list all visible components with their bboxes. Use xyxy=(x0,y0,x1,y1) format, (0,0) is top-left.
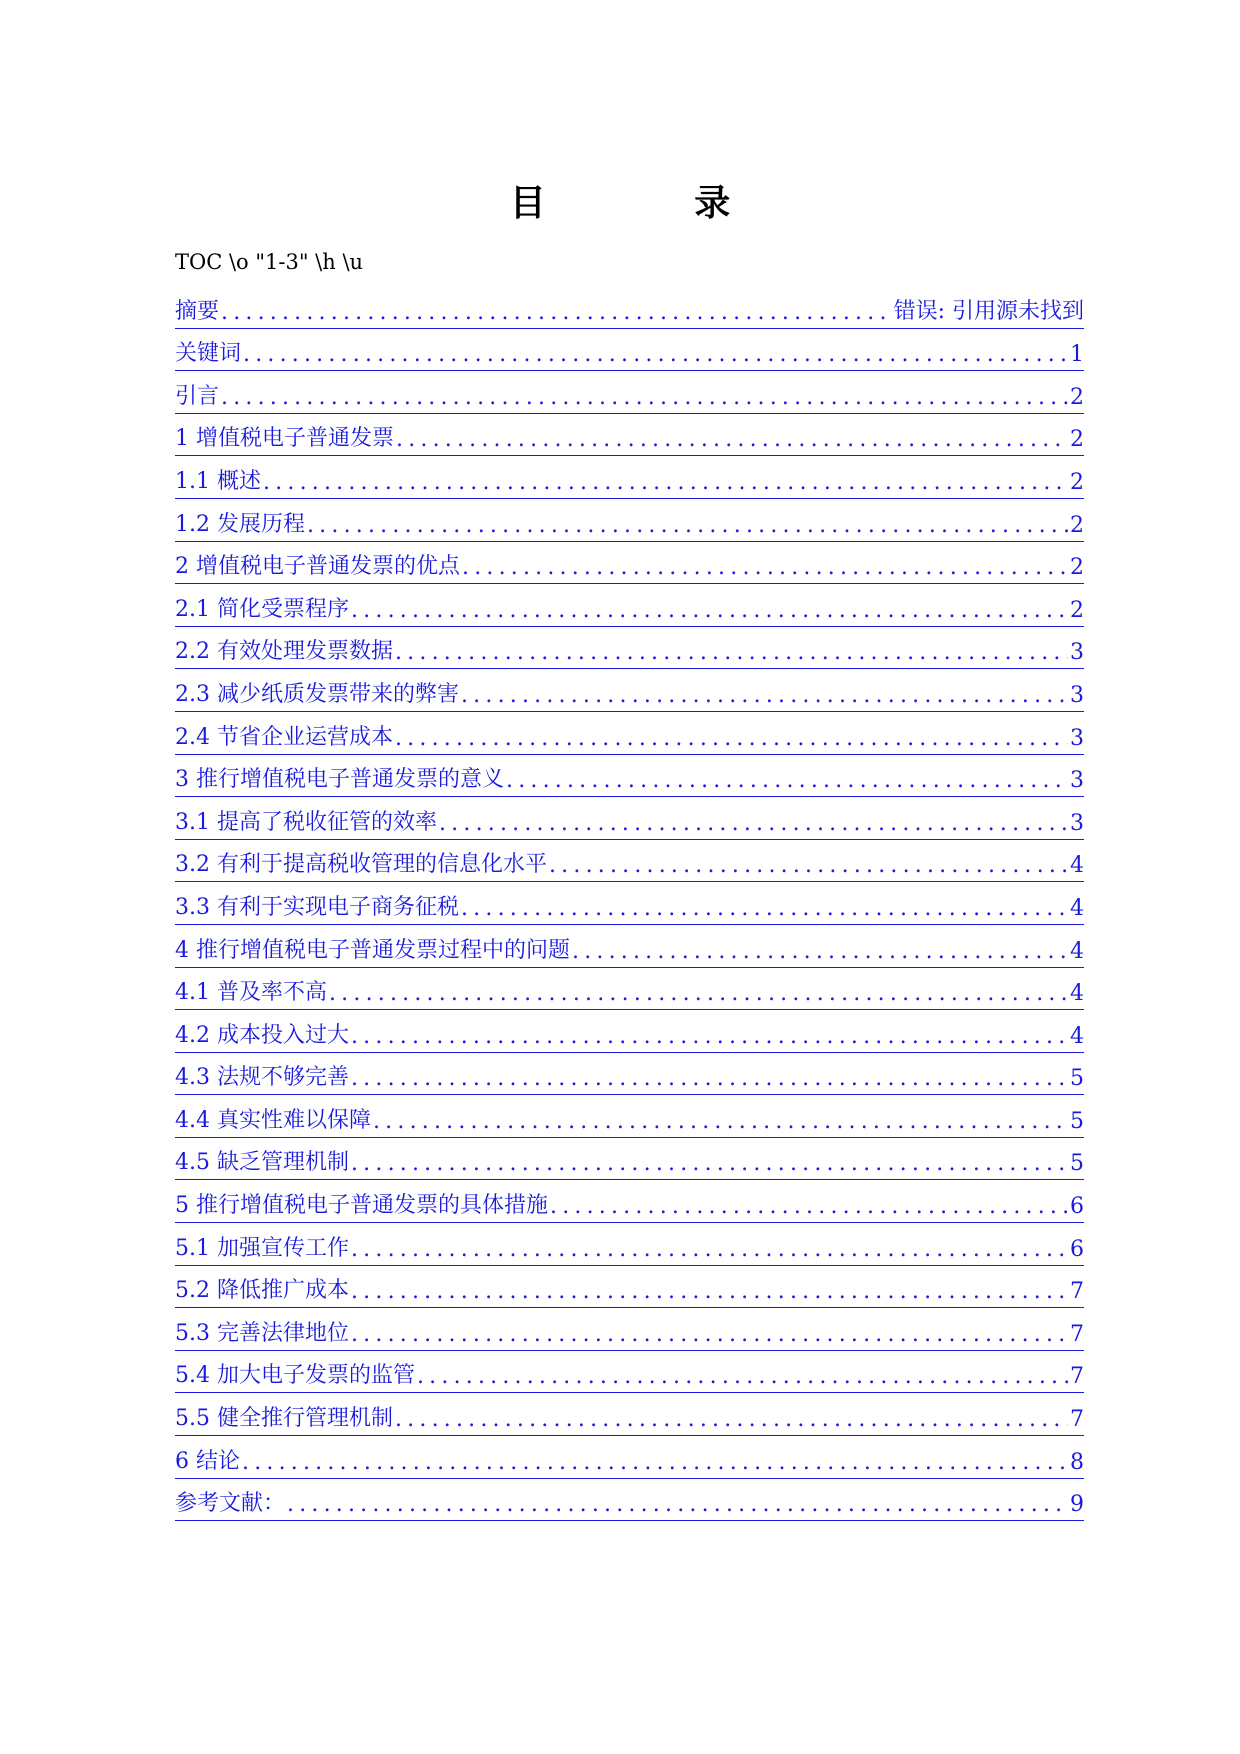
toc-dot-leader xyxy=(351,1151,1068,1176)
toc-entry-link[interactable] xyxy=(175,499,1084,542)
toc-entry-title: 3.3 有利于实现电子商务征税 xyxy=(175,894,459,920)
toc-entry-page-number: 2 xyxy=(1070,512,1084,538)
toc-entry-title: 摘要 xyxy=(175,298,220,324)
toc-entry-page-number: 错误: 引用源未找到 xyxy=(893,298,1084,324)
toc-dot-leader xyxy=(243,342,1068,367)
toc-entry-page-number: 4 xyxy=(1070,895,1084,921)
toc-entry-title: 3.2 有利于提高税收管理的信息化水平 xyxy=(175,852,547,878)
toc-entry-title: 1 增值税电子普通发票 xyxy=(175,426,394,452)
toc-entry-title: 6 结论 xyxy=(175,1448,240,1474)
toc-dot-leader xyxy=(549,853,1068,878)
toc-entry-page-number: 3 xyxy=(1070,768,1084,794)
toc-entry-title: 5.5 健全推行管理机制 xyxy=(175,1406,393,1432)
toc-dot-leader xyxy=(373,1109,1068,1134)
toc-entry-link[interactable] xyxy=(175,1053,1084,1096)
toc-dot-leader xyxy=(221,385,1068,410)
toc-entry-page-number: 7 xyxy=(1070,1279,1084,1305)
toc-dot-leader xyxy=(351,1024,1068,1049)
toc-entry-title: 4.4 真实性难以保障 xyxy=(175,1107,371,1133)
toc-entry-page-number: 3 xyxy=(1070,810,1084,836)
toc-entry-link[interactable] xyxy=(175,1138,1084,1181)
toc-entry-link[interactable] xyxy=(175,414,1084,457)
toc-entry-link[interactable] xyxy=(175,1266,1084,1309)
toc-field-code: TOC \o "1-3" \h \u xyxy=(175,250,364,274)
toc-dot-leader xyxy=(351,1279,1068,1304)
toc-entry-page-number: 3 xyxy=(1070,682,1084,708)
toc-entry-title: 5.2 降低推广成本 xyxy=(175,1278,349,1304)
toc-entry-title: 2.4 节省企业运营成本 xyxy=(175,724,393,750)
toc-entry-page-number: 2 xyxy=(1070,597,1084,623)
toc-entry-title: 引言 xyxy=(175,383,220,409)
toc-entry-link[interactable] xyxy=(175,1351,1084,1394)
toc-entry-link[interactable] xyxy=(175,1223,1084,1266)
toc-entry-title: 2 增值税电子普通发票的优点 xyxy=(175,554,460,580)
toc-dot-leader xyxy=(221,300,892,325)
toc-entry-link[interactable] xyxy=(175,584,1084,627)
toc-entry-title: 5.4 加大电子发票的监管 xyxy=(175,1363,415,1389)
toc-entry-title: 4 推行增值税电子普通发票过程中的问题 xyxy=(175,937,570,963)
toc-entry-link[interactable] xyxy=(175,627,1084,670)
toc-entry-link[interactable] xyxy=(175,882,1084,925)
toc-entry-page-number: 2 xyxy=(1070,469,1084,495)
toc-entry-page-number: 4 xyxy=(1070,1023,1084,1049)
toc-dot-leader xyxy=(329,981,1068,1006)
toc-entry-page-number: 8 xyxy=(1070,1449,1084,1475)
toc-dot-leader xyxy=(550,1194,1068,1219)
toc-entry-page-number: 4 xyxy=(1070,938,1084,964)
toc-dot-leader xyxy=(395,640,1068,665)
toc-entry-link[interactable] xyxy=(175,1436,1084,1479)
toc-entry-page-number: 9 xyxy=(1070,1492,1084,1518)
toc-entry-link[interactable] xyxy=(175,1308,1084,1351)
toc-entry-link[interactable] xyxy=(175,329,1084,372)
toc-entry-title: 2.3 减少纸质发票带来的弊害 xyxy=(175,681,459,707)
toc-entry-link[interactable] xyxy=(175,542,1084,585)
toc-entry-page-number: 3 xyxy=(1070,640,1084,666)
toc-dot-leader xyxy=(417,1364,1068,1389)
toc-dot-leader xyxy=(396,427,1068,452)
toc-entry-link[interactable] xyxy=(175,797,1084,840)
toc-entry-title: 4.2 成本投入过大 xyxy=(175,1022,349,1048)
toc-dot-leader xyxy=(506,768,1068,793)
toc-entry-link[interactable] xyxy=(175,1180,1084,1223)
toc-entry-page-number: 7 xyxy=(1070,1407,1084,1433)
toc-entry-title: 4.5 缺乏管理机制 xyxy=(175,1150,349,1176)
toc-entry-title: 4.1 普及率不高 xyxy=(175,980,327,1006)
toc-dot-leader xyxy=(351,1237,1068,1262)
toc-entry-link[interactable] xyxy=(175,1010,1084,1053)
toc-entry-page-number: 2 xyxy=(1070,555,1084,581)
toc-entry-page-number: 4 xyxy=(1070,853,1084,879)
toc-entry-page-number: 2 xyxy=(1070,427,1084,453)
toc-dot-leader xyxy=(572,939,1068,964)
toc-entry-page-number: 5 xyxy=(1070,1108,1084,1134)
toc-dot-leader xyxy=(351,1066,1068,1091)
toc-entry-page-number: 6 xyxy=(1070,1236,1084,1262)
toc-dot-leader xyxy=(461,683,1068,708)
toc-entry-page-number: 6 xyxy=(1070,1194,1084,1220)
toc-entry-page-number: 2 xyxy=(1070,384,1084,410)
toc-entry-page-number: 5 xyxy=(1070,1151,1084,1177)
toc-dot-leader xyxy=(242,1450,1068,1475)
toc-entry-title: 参考文献： xyxy=(175,1491,286,1517)
toc-entry-page-number: 7 xyxy=(1070,1364,1084,1390)
toc-entry-title: 4.3 法规不够完善 xyxy=(175,1065,349,1091)
toc-entry-link[interactable] xyxy=(175,1393,1084,1436)
toc-entry-page-number: 7 xyxy=(1070,1321,1084,1347)
toc-dot-leader xyxy=(462,555,1068,580)
page-title: 目 录 xyxy=(509,183,799,224)
toc-entry-link[interactable] xyxy=(175,669,1084,712)
toc-entry-title: 3.1 提高了税收征管的效率 xyxy=(175,809,437,835)
toc-entry-title: 5.3 完善法律地位 xyxy=(175,1320,349,1346)
toc-entry-page-number: 5 xyxy=(1070,1066,1084,1092)
toc-entry-link[interactable] xyxy=(175,840,1084,883)
toc-entry-title: 关键词 xyxy=(175,341,242,367)
toc-entry-link[interactable] xyxy=(175,755,1084,798)
toc-dot-leader xyxy=(439,811,1068,836)
toc-entry-page-number: 1 xyxy=(1070,342,1084,368)
toc-entry-title: 5 推行增值税电子普通发票的具体措施 xyxy=(175,1193,548,1219)
toc-entry-link[interactable] xyxy=(175,925,1084,968)
toc-entry-title: 1.1 概述 xyxy=(175,468,261,494)
toc-dot-leader xyxy=(287,1492,1068,1517)
toc-entry-title: 2.2 有效处理发票数据 xyxy=(175,639,393,665)
toc-dot-leader xyxy=(395,726,1068,751)
toc-entry-title: 5.1 加强宣传工作 xyxy=(175,1235,349,1261)
toc-entry-link[interactable] xyxy=(175,371,1084,414)
toc-dot-leader xyxy=(395,1407,1068,1432)
toc-dot-leader xyxy=(307,513,1068,538)
toc-entry-page-number: 3 xyxy=(1070,725,1084,751)
toc-entry-link[interactable] xyxy=(175,1479,1084,1522)
toc-entry-link[interactable] xyxy=(175,968,1084,1011)
toc-entry-link[interactable] xyxy=(175,1095,1084,1138)
toc-dot-leader xyxy=(461,896,1068,921)
toc-entry-page-number: 4 xyxy=(1070,981,1084,1007)
toc-dot-leader xyxy=(263,470,1068,495)
toc-dot-leader xyxy=(351,598,1068,623)
table-of-contents xyxy=(175,286,1084,1521)
toc-entry-link[interactable] xyxy=(175,286,1084,329)
toc-entry-link[interactable] xyxy=(175,456,1084,499)
toc-dot-leader xyxy=(351,1322,1068,1347)
toc-entry-title: 2.1 简化受票程序 xyxy=(175,596,349,622)
toc-entry-title: 1.2 发展历程 xyxy=(175,511,305,537)
toc-entry-link[interactable] xyxy=(175,712,1084,755)
toc-entry-title: 3 推行增值税电子普通发票的意义 xyxy=(175,767,504,793)
